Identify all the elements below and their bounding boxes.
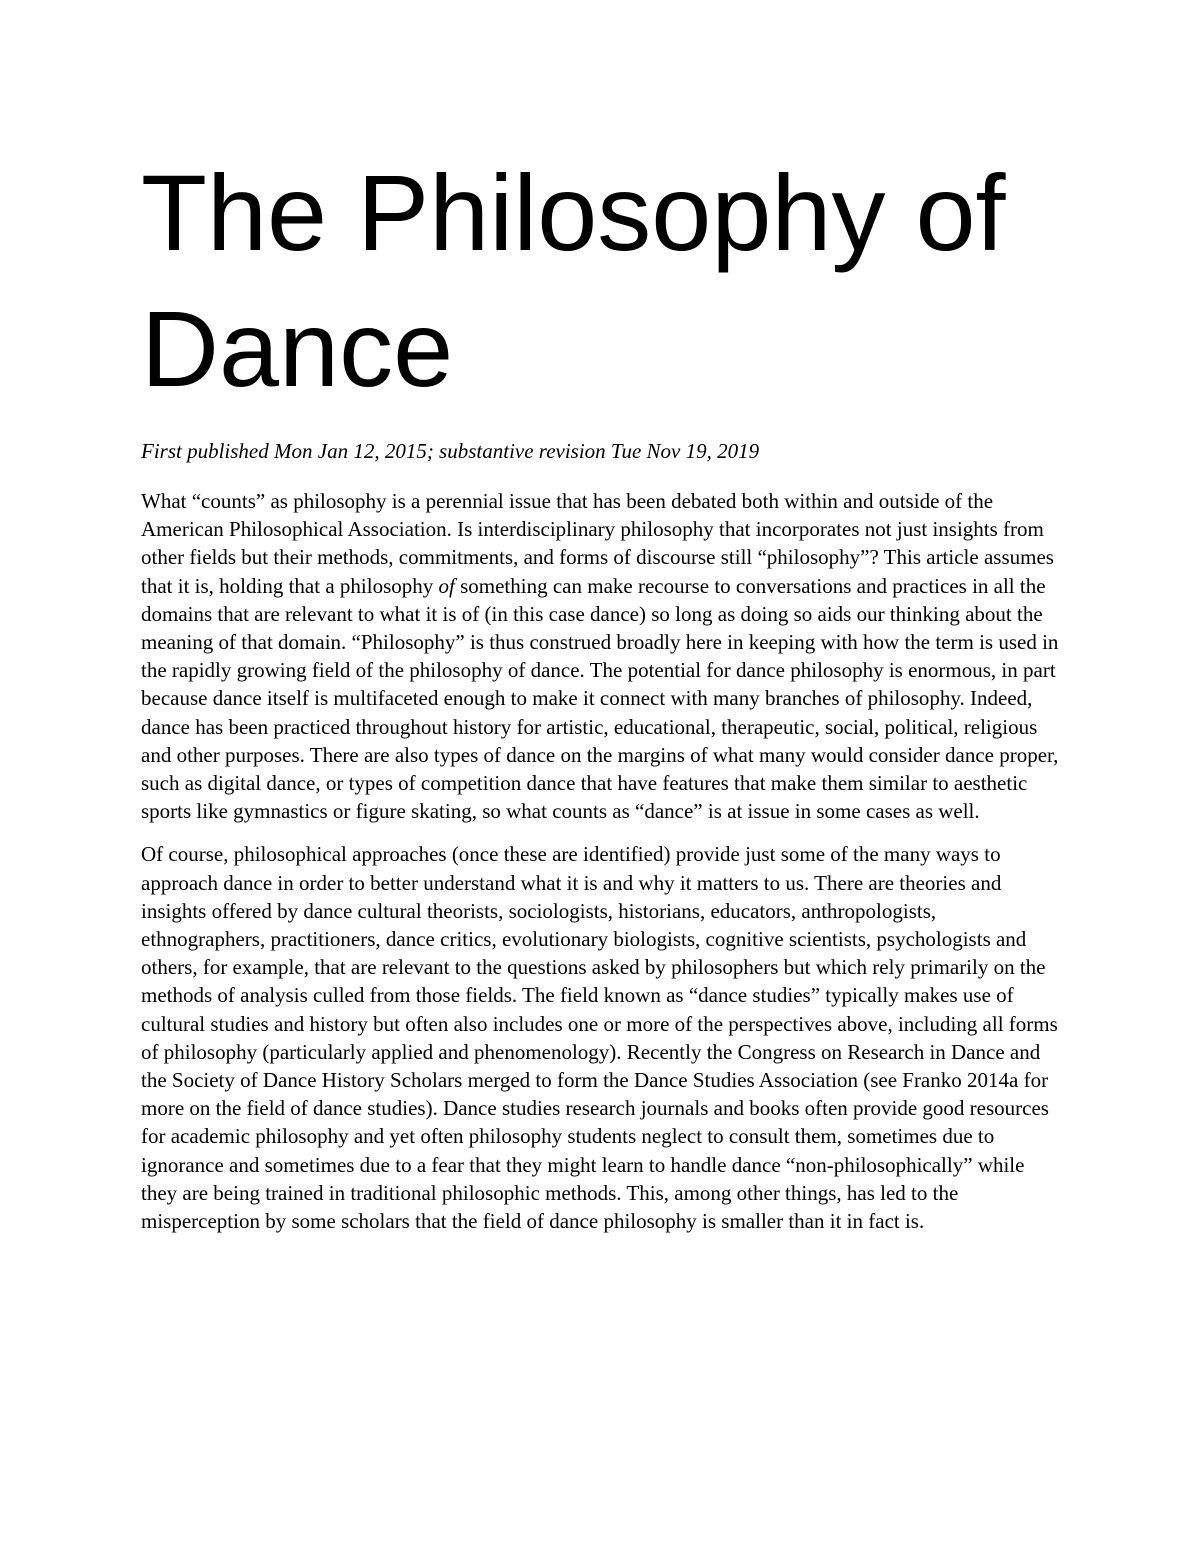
page-title [141,145,1061,417]
paragraph-2: Of course, philosophical approaches (once these are identified) provide just some of the many ways to approach dance in order to better understand what it is and why it matters to us. There are theories and insights offered by dance cultural theorists, sociologists, historians, educators, anthropologists, ethnographers, practitioners, dance critics, evolutionary biologists, cognitive scientists, psychologists and others, for example, that are relevant to the questions asked by philosophers but which rely primarily on the methods of analysis culled from those fields. The field known as “dance studies” typically makes use of cultural studies and history but often also includes one or more of the perspectives above, including all forms of philosophy (particularly applied and phenomenology). Recently the Congress on Research in Dance and the Society of Dance History Scholars merged to form the Dance Studies Association (see Franko 2014a for more on the field of dance studies). Dance studies research journals and books often provide good resources for academic philosophy and yet often philosophy students neglect to consult them, sometimes due to ignorance and sometimes due to a fear that they might learn to handle dance “non-philosophically” while they are being trained in traditional philosophic methods. This, among other things, has led to the misperception by some scholars that the field of dance philosophy is smaller than it in fact is. [141,842,1058,1234]
paragraph-1-text-b: something can make recourse to conversations and practices in all the domains that are relevant to what it is of (in this case dance) so long as doing so aids our thinking about the meaning of that domain. “Philosophy” is thus construed broadly here in keeping with how the term is used in the rapidly growing field of the philosophy of dance. The potential for dance philosophy is enormous, in part because dance itself is multifaceted enough to make it connect with many branches of philosophy. Indeed, dance has been practiced throughout history for artistic, educational, therapeutic, social, political, religious and other purposes. There are also types of dance on the margins of what many would consider dance proper, such as digital dance, or types of competition dance that have features that make them similar to aesthetic sports like gymnastics or figure skating, so what counts as “dance” is at issue in some cases as well. [141,573,1059,824]
paragraph-1-text-a: What “counts” as philosophy is a perennial issue that has been debated both within and outside of the American Philosophical Association. Is interdisciplinary philosophy that incorporates not just insights from other fields but their methods, commitments, and forms of discourse still “philosophy”? This article assumes that it is, holding that a philosophy [141,489,1054,598]
title-line-2: Dance [141,288,454,409]
title-line-1: The Philosophy of [141,152,1006,273]
paragraph-1 [141,487,1061,825]
document-content [141,145,1061,1250]
publication-info: First published Mon Jan 12, 2015; substantive revision Tue Nov 19, 2019 [141,439,760,463]
paragraph-1-italic-word: of [438,573,455,598]
